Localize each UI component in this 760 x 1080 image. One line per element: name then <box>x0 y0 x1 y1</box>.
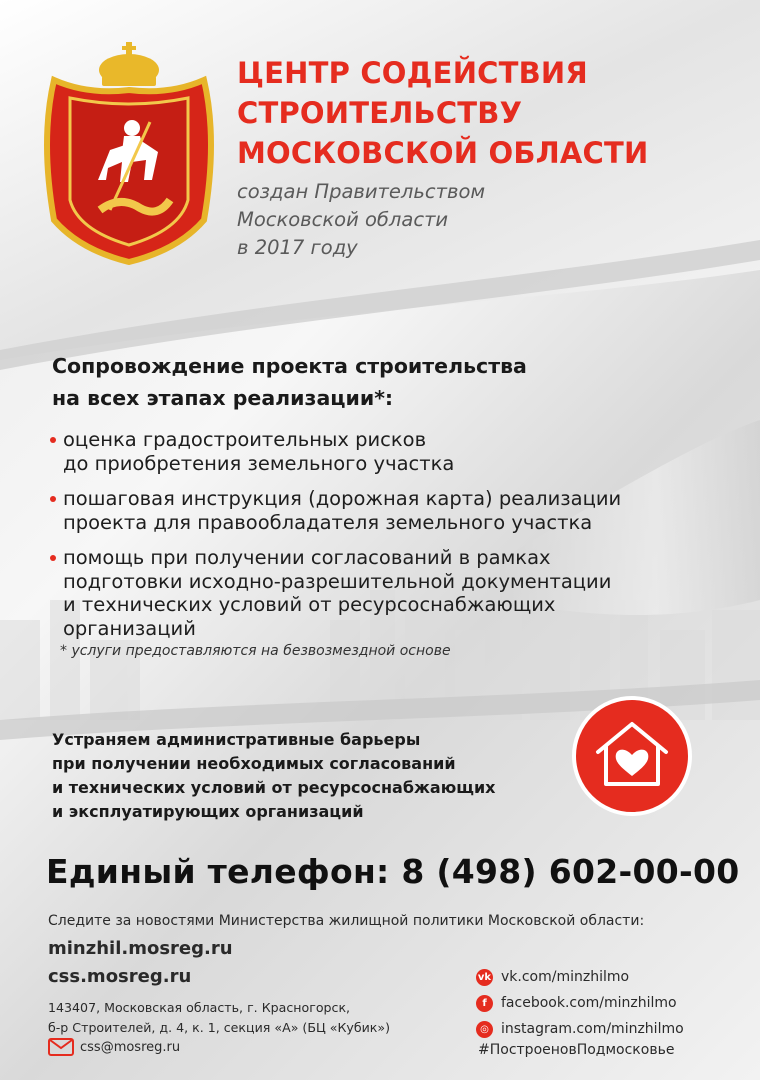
services-heading <box>52 350 527 414</box>
services-list <box>50 428 740 652</box>
page-title <box>237 53 648 173</box>
list-item <box>50 487 740 534</box>
social-link-facebook[interactable] <box>476 990 684 1016</box>
hashtag: #ПостроеновПодмосковье <box>478 1042 675 1058</box>
house-heart-icon <box>570 694 694 818</box>
bullet-dot-icon <box>50 496 56 502</box>
address <box>48 998 390 1038</box>
subtitle-line: создан Правительством <box>237 180 486 203</box>
moscow-region-coat-of-arms-icon <box>40 40 218 265</box>
website-link-css[interactable]: css.mosreg.ru <box>48 966 192 987</box>
barriers-line: Устраняем административные барьеры <box>52 730 421 749</box>
list-item-line: оценка градостроительных рисков <box>63 428 427 451</box>
social-link-text[interactable]: vk.com/minzhilmo <box>501 969 630 985</box>
facebook-icon: f <box>476 995 493 1012</box>
list-item-line: до приобретения земельного участка <box>63 451 455 475</box>
list-item-line: подготовки исходно-разрешительной документации <box>63 569 612 593</box>
title-line: ЦЕНТР СОДЕЙСТВИЯ <box>237 56 588 90</box>
bullet-dot-icon <box>50 437 56 443</box>
subtitle-line: Московской области <box>237 208 449 231</box>
follow-text: Следите за новостями Министерства жилищной политики Московской области: <box>48 913 645 929</box>
social-links <box>476 964 684 1042</box>
services-heading-line: на всех этапах реализации*: <box>52 386 394 410</box>
title-line: СТРОИТЕЛЬСТВУ <box>237 96 523 130</box>
social-link-text[interactable]: instagram.com/minzhilmo <box>501 1021 684 1037</box>
barriers-line: и технических условий от ресурсоснабжающих <box>52 778 496 797</box>
footnote: * услуги предоставляются на безвозмездной основе <box>60 643 451 659</box>
envelope-icon <box>48 1038 74 1056</box>
social-link-text[interactable]: facebook.com/minzhilmo <box>501 995 677 1011</box>
social-link-vk[interactable] <box>476 964 684 990</box>
list-item-line: помощь при получении согласований в рамках <box>63 546 551 569</box>
subtitle <box>237 178 485 262</box>
barriers-text <box>52 728 496 824</box>
list-item <box>50 546 740 640</box>
bullet-dot-icon <box>50 555 56 561</box>
list-item-line: и технических условий от ресурсоснабжающих <box>63 593 556 616</box>
instagram-icon: ◎ <box>476 1021 493 1038</box>
list-item-line: проекта для правообладателя земельного участка <box>63 510 593 534</box>
list-item <box>50 428 740 475</box>
list-item-line: организаций <box>63 616 196 640</box>
phone-number: Единый телефон: 8 (498) 602-00-00 <box>46 852 740 891</box>
address-line: б-р Строителей, д. 4, к. 1, секция «А» (БЦ «Кубик») <box>48 1020 391 1035</box>
barriers-line: и эксплуатирующих организаций <box>52 802 364 821</box>
website-link-minzhil[interactable]: minzhil.mosreg.ru <box>48 938 233 959</box>
subtitle-line: в 2017 году <box>237 236 358 259</box>
title-line: МОСКОВСКОЙ ОБЛАСТИ <box>237 136 649 170</box>
social-link-instagram[interactable] <box>476 1016 684 1042</box>
email-row[interactable] <box>48 1038 180 1056</box>
list-item-line: пошаговая инструкция (дорожная карта) реализации <box>63 487 622 510</box>
services-heading-line: Сопровождение проекта строительства <box>52 354 527 378</box>
barriers-line: при получении необходимых согласований <box>52 754 456 773</box>
vk-icon: vk <box>476 969 493 986</box>
address-line: 143407, Московская область, г. Красногорск, <box>48 1000 351 1015</box>
email-link[interactable]: css@mosreg.ru <box>80 1039 181 1055</box>
